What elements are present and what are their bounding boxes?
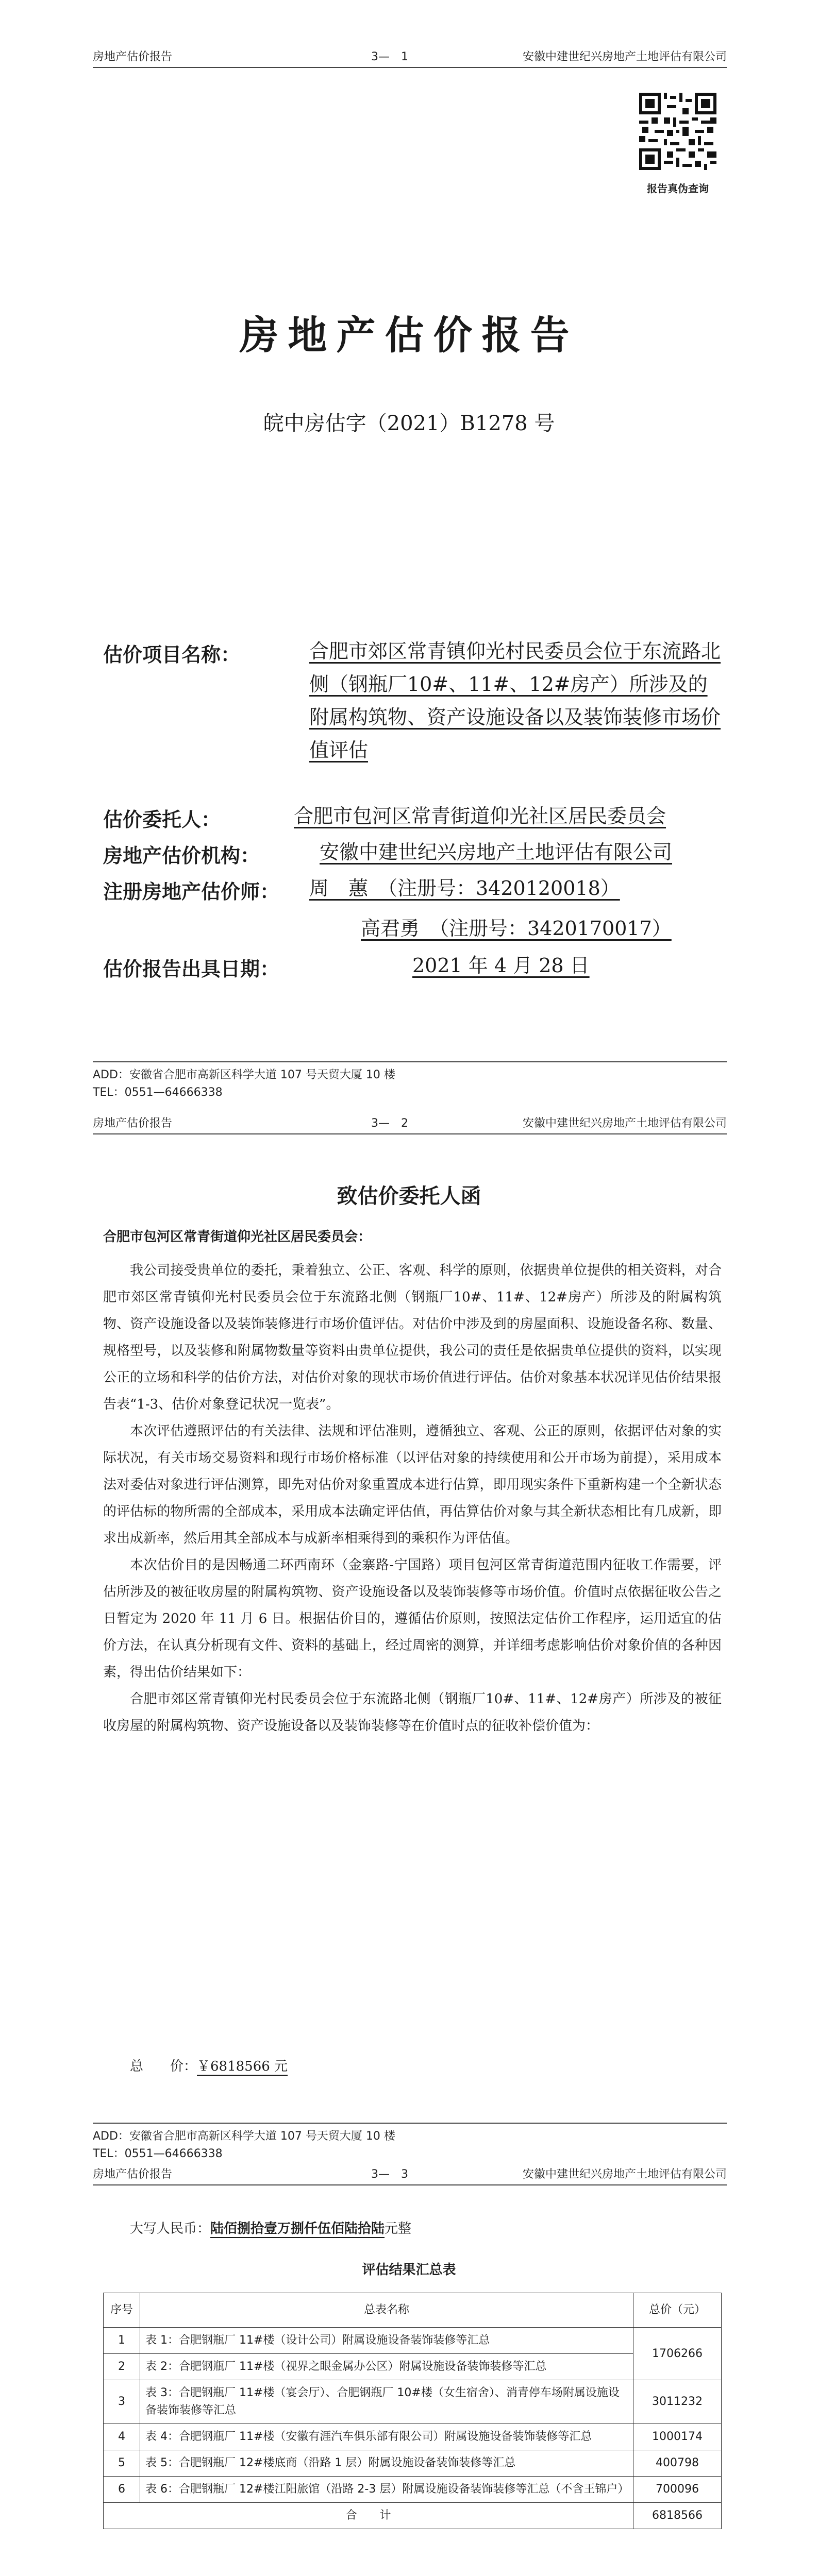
row-no: 6: [104, 2477, 140, 2503]
col-header-value: 总价（元）: [633, 2293, 722, 2328]
row-name: 表 6：合肥钢瓶厂 12#楼江阳旅馆（沿路 2-3 层）附属设施设备装饰装修等汇总（不含王锦户）: [140, 2477, 633, 2503]
table-row: [104, 2424, 722, 2450]
total-price-row: [130, 2056, 288, 2075]
header-right: 安徽中建世纪兴房地产土地评估有限公司: [522, 1117, 727, 1130]
row-value: 1000174: [633, 2424, 722, 2450]
page-header-2: [93, 1113, 727, 1134]
report-title: 房地产估价报告: [239, 312, 579, 358]
letter-paragraph-2: 本次评估遵照评估的有关法律、法规和评估准则，遵循独立、客观、公正的原则，依据评估对象的实际状况，有关市场交易资料和现行市场价格标准（以评估对象的持续使用和公开市场为前提），采用成本法对委估对象进行评估测算，即先对估价对象重置成本进行估算，即用现实条件下重新构建一个全新状态的评估标的物所需的全部成本，采用成本法确定评估值，再估算估价对象与其全新状态相比有几成新，即求出成新率，然后用其全部成本与成新率相乘得到的乘积作为评估值。: [103, 1423, 722, 1546]
header-right: 安徽中建世纪兴房地产土地评估有限公司: [522, 2168, 727, 2181]
letter-body: [103, 1257, 722, 1739]
table-row: [104, 2328, 722, 2354]
table-row: [104, 2354, 722, 2380]
row-name: 表 5：合肥钢瓶厂 12#楼底商（沿路 1 层）附属设施设备装饰装修等汇总: [140, 2450, 633, 2477]
row-name: 表 3：合肥钢瓶厂 11#楼（宴会厅）、合肥钢瓶厂 10#楼（女生宿舍）、消青停车场附属设施设备装饰装修等汇总: [140, 2380, 633, 2424]
date-label: 估价报告出具日期：: [103, 957, 280, 980]
capital-label: 大写人民币：: [130, 2221, 211, 2236]
agency-value: 安徽中建世纪兴房地产土地评估有限公司: [320, 841, 673, 863]
qr-code[interactable]: [639, 93, 716, 170]
capital-value: 陆佰捌拾壹万捌仟伍佰陆拾陆: [210, 2221, 385, 2236]
client-value: 合肥市包河区常青街道仰光社区居民委员会: [294, 805, 666, 827]
header-left: 房地产估价报告: [93, 50, 173, 63]
date-value: 2021 年 4 月 28 日: [412, 954, 590, 977]
total-value: 6818566: [633, 2503, 722, 2529]
capital-amount-row: [130, 2218, 411, 2237]
total-price-label: 总 价：: [130, 2059, 197, 2074]
table-row: [104, 2380, 722, 2424]
capital-unit: 元整: [385, 2221, 412, 2236]
summary-table-title: 评估结果汇总表: [362, 2262, 456, 2278]
table-header-row: [104, 2293, 722, 2328]
page-footer-2: [93, 2123, 727, 2163]
row-no: 1: [104, 2328, 140, 2354]
project-value: 合肥市郊区常青镇仰光村民委员会位于东流路北侧（钢瓶厂10#、11#、12#房产）所涉及的附属构筑物、资产设施设备以及装饰装修市场价值评估: [309, 640, 721, 761]
footer-phone: TEL：0551—64666338: [93, 2147, 223, 2160]
row-value: 400798: [633, 2450, 722, 2477]
row-name: 表 2：合肥钢瓶厂 11#楼（视界之眼金属办公区）附属设施设备装饰装修等汇总: [140, 2354, 633, 2380]
header-page: 3— 3: [371, 2168, 408, 2181]
qr-caption: 报告真伪查询: [647, 182, 709, 195]
header-left: 房地产估价报告: [93, 1117, 173, 1130]
row-no: 4: [104, 2424, 140, 2450]
row-no: 3: [104, 2380, 140, 2424]
row-value: 3011232: [633, 2380, 722, 2424]
header-page: 3— 1: [371, 50, 408, 63]
row-name: 表 4：合肥钢瓶厂 11#楼（安徽有涯汽车俱乐部有限公司）附属设施设备装饰装修等汇总: [140, 2424, 633, 2450]
header-right: 安徽中建世纪兴房地产土地评估有限公司: [522, 50, 727, 63]
table-total-row: [104, 2503, 722, 2529]
table-row: [104, 2477, 722, 2503]
qr-code-icon: [639, 93, 716, 170]
col-header-name: 总表名称: [140, 2293, 633, 2328]
footer-address: ADD：安徽省合肥市高新区科学大道 107 号天贸大厦 10 楼: [93, 1069, 395, 1081]
col-header-no: 序号: [104, 2293, 140, 2328]
letter-addressee: 合肥市包河区常青街道仰光社区居民委员会：: [103, 1229, 372, 1245]
page-header-3: [93, 2164, 727, 2185]
agency-label: 房地产估价机构：: [103, 844, 260, 867]
row-no: 5: [104, 2450, 140, 2477]
total-price-value: ￥6818566 元: [197, 2059, 288, 2074]
table-row: [104, 2450, 722, 2477]
header-page: 3— 2: [371, 1117, 408, 1130]
page-header-1: [93, 46, 727, 68]
report-number: 皖中房估字（2021）B1278 号: [263, 412, 555, 435]
letter-paragraph-3: 本次估价目的是因畅通二环西南环（金寨路-宁国路）项目包河区常青街道范围内征收工作需要，评估所涉及的被征收房屋的附属构筑物、资产设施设备以及装饰装修等市场价值。价值时点依据征收公告之日暂定为 2020 年 11 月 6 日。根据估价目的，遵循估价原则，按照法定估价工作程序，运用适宜的估价方法，在认真分析现有文件、资料的基础上，经过周密的测算，并详细考虑影响估价对象价值的各种因素，得出估价结果如下：: [103, 1557, 722, 1680]
page-footer-1: [93, 1061, 727, 1101]
total-label: 合 计: [104, 2503, 633, 2529]
footer-address: ADD：安徽省合肥市高新区科学大道 107 号天贸大厦 10 楼: [93, 2130, 395, 2143]
header-left: 房地产估价报告: [93, 2168, 173, 2181]
row-value: 700096: [633, 2477, 722, 2503]
project-label: 估价项目名称：: [103, 643, 241, 666]
row-no: 2: [104, 2354, 140, 2380]
client-label: 估价委托人：: [103, 808, 221, 831]
appraiser-2: 高君勇 （注册号：3420170017）: [361, 917, 672, 940]
letter-title: 致估价委托人函: [337, 1184, 481, 1208]
row-value: 1706266: [633, 2328, 722, 2380]
letter-paragraph-1: 我公司接受贵单位的委托，秉着独立、公正、客观、科学的原则，依据贵单位提供的相关资料，对合肥市郊区常青镇仰光村民委员会位于东流路北侧（钢瓶厂10#、11#、12#房产）所涉及的附属构筑物、资产设施设备以及装饰装修进行市场价值评估。对估价中涉及到的房屋面积、设施设备名称、数量、规格型号，以及装修和附属物数量等资料由贵单位提供，我公司的责任是依据贵单位提供的资料，以实现公正的立场和科学的估价方法，对估价对象的现状市场价值进行评估。估价对象基本状况详见估价结果报告表“1-3、估价对象登记状况一览表”。: [103, 1263, 722, 1412]
appraiser-label: 注册房地产估价师：: [103, 880, 280, 903]
letter-paragraph-4: 合肥市郊区常青镇仰光村民委员会位于东流路北侧（钢瓶厂10#、11#、12#房产）所涉及的被征收房屋的附属构筑物、资产设施设备以及装饰装修等在价值时点的征收补偿价值为：: [103, 1691, 722, 1734]
footer-phone: TEL：0551—64666338: [93, 1086, 223, 1099]
appraiser-1: 周 蕙 （注册号：3420120018）: [309, 877, 620, 900]
row-name: 表 1：合肥钢瓶厂 11#楼（设计公司）附属设施设备装饰装修等汇总: [140, 2328, 633, 2354]
summary-table: [103, 2293, 722, 2529]
